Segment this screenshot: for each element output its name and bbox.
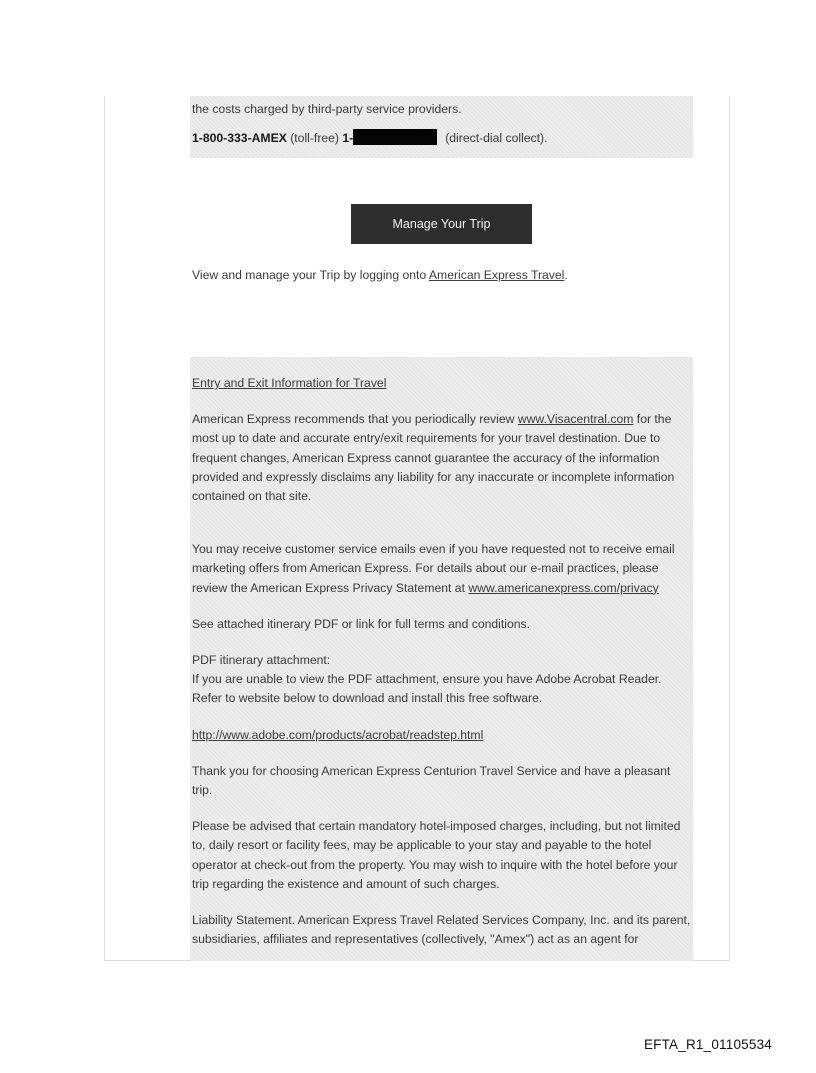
hotel-charges-text: Please be advised that certain mandatory hotel-imposed charges, including, but not limited to, daily resort or facility fees, may be applicable to your stay and payable to the hotel operator at check-out from the property. You may wish to inquire with the hotel before your trip regarding the existence and amount of such charges. xyxy=(192,819,681,891)
phone-line xyxy=(192,129,693,148)
pdf-heading: PDF itinerary attachment: xyxy=(192,653,331,668)
thanks-text: Thank you for choosing American Express Centurion Travel Service and have a pleasant trip. xyxy=(192,763,671,798)
manage-your-trip-button[interactable]: Manage Your Trip xyxy=(351,204,532,244)
document-code: EFTA_R1_01105534 xyxy=(643,1037,772,1052)
costs-text: the costs charged by third-party service providers. xyxy=(192,102,462,116)
pdf-text: If you are unable to view the PDF attachment, ensure you have Adobe Acrobat Reader. Refer to website below to download and install this free software. xyxy=(192,672,662,706)
entry-exit-heading-link[interactable]: Entry and Exit Information for Travel xyxy=(192,376,387,390)
email-text-before: You may receive customer service emails even if you have requested not to receive email marketing offers from American Express. For details about our e-mail practices, please review the American Express Privacy Statement at xyxy=(192,542,675,595)
manage-trip-text xyxy=(192,266,692,285)
manage-text-after: . xyxy=(564,268,568,282)
email-paragraph xyxy=(192,540,693,598)
privacy-link[interactable]: www.americanexpress.com/privacy xyxy=(468,580,659,595)
adobe-link[interactable]: http://www.adobe.com/products/acrobat/readstep.html xyxy=(192,727,484,742)
entry-text-after: for the most up to date and accurate entry/exit requirements for your travel destination. Due to frequent changes, American Express cannot guarantee the accuracy of the information provided and expressly disclaims any liability for any inaccurate or incomplete information contained on that site. xyxy=(192,412,675,504)
attached-itinerary-text: See attached itinerary PDF or link for full terms and conditions. xyxy=(192,616,531,631)
entry-exit-heading xyxy=(192,374,693,393)
liability-text: Liability Statement. American Express Travel Related Services Company, Inc. and its parent, subsidiaries, affiliates and representatives (collectively, "Amex") act as an agent for xyxy=(192,913,691,947)
redaction-box xyxy=(353,129,437,145)
manage-text-before: View and manage your Trip by logging onto xyxy=(192,268,429,282)
entry-text-before: American Express recommends that you periodically review xyxy=(192,412,518,427)
visacentral-link[interactable]: www.Visacentral.com xyxy=(517,412,634,427)
american-express-travel-link[interactable]: American Express Travel xyxy=(428,268,565,282)
phone-direct-label: (direct-dial collect). xyxy=(445,131,548,146)
phone-tollfree-label: (toll-free) xyxy=(286,131,343,146)
info-block xyxy=(190,357,693,961)
phone-number: 1-800-333-AMEX xyxy=(192,131,287,146)
contact-block xyxy=(190,96,693,158)
adobe-paragraph xyxy=(192,726,693,745)
phone-direct-prefix: 1- xyxy=(342,131,354,146)
entry-exit-paragraph xyxy=(192,410,693,506)
